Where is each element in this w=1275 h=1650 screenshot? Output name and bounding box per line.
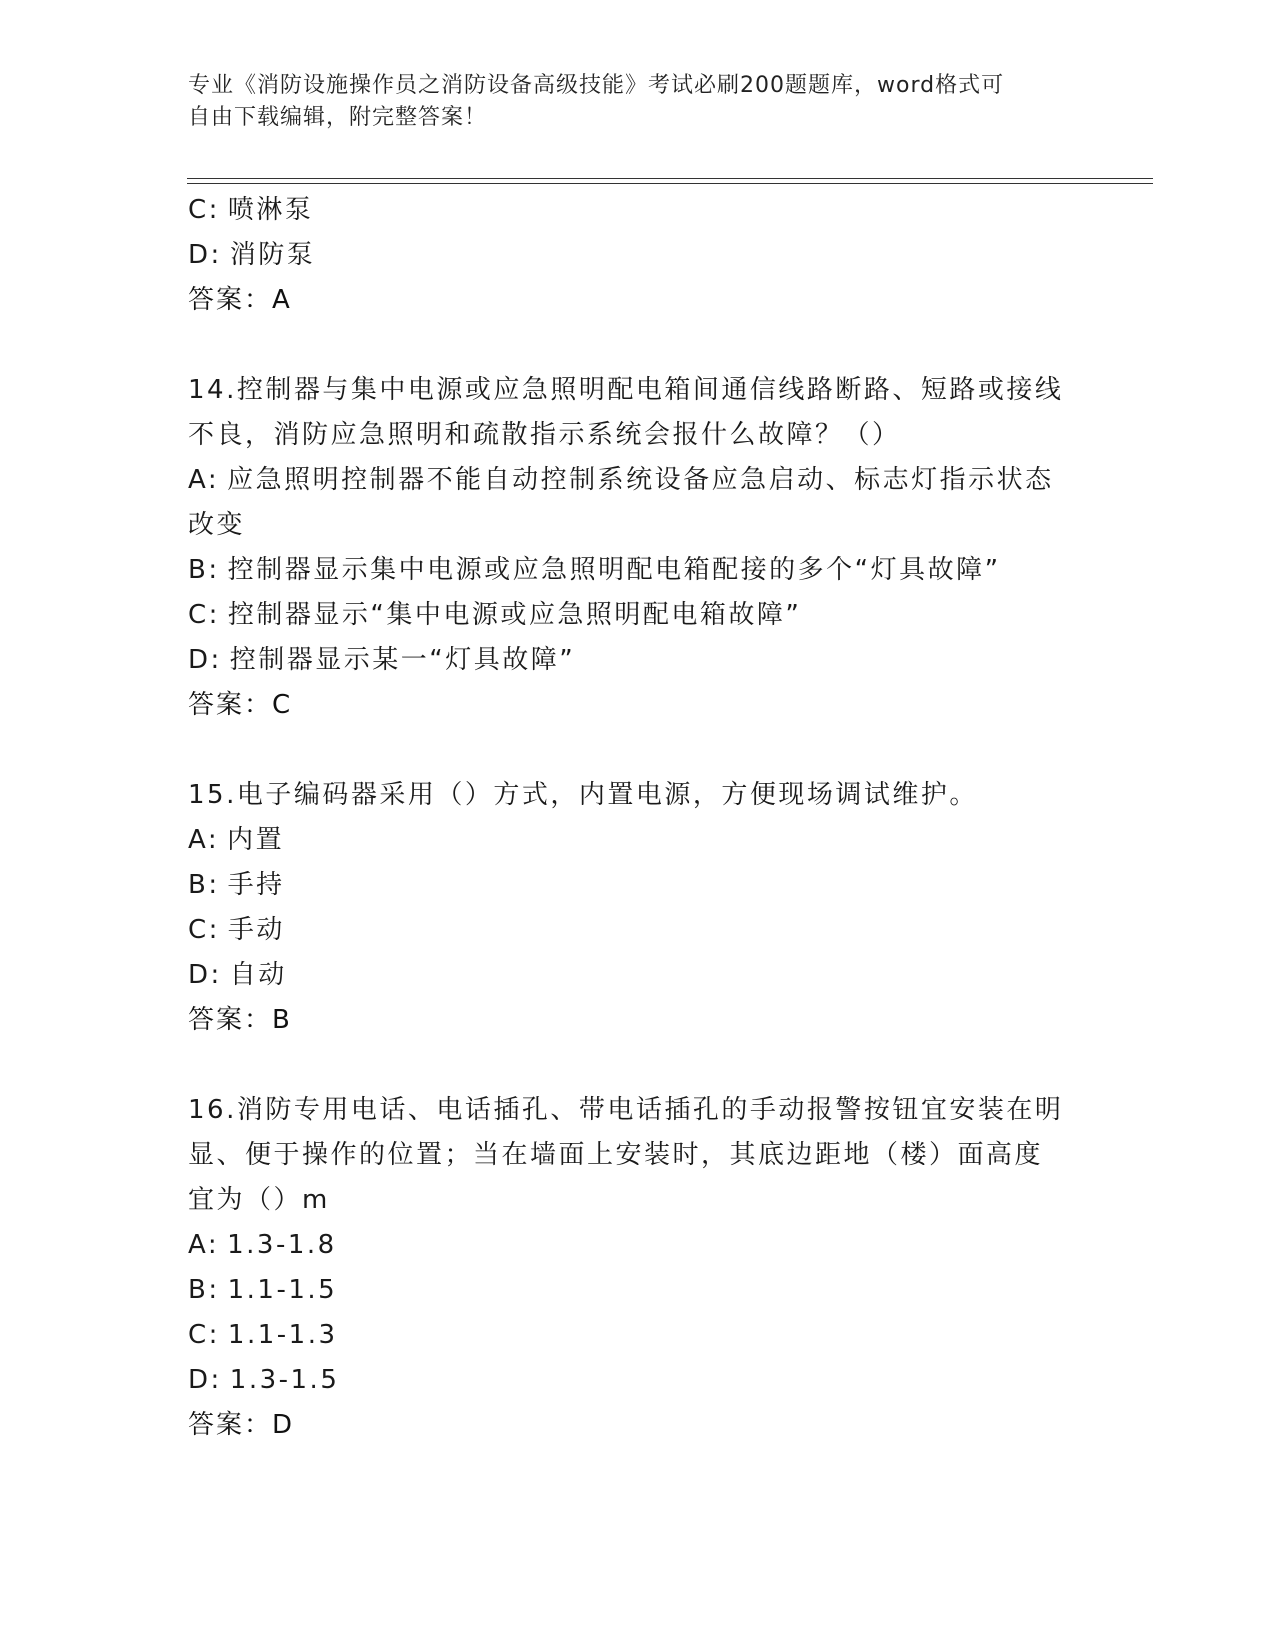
option-text: 控制器显示集中电源或应急照明配电箱配接的多个“灯具故障” bbox=[227, 555, 1001, 585]
option-a bbox=[188, 458, 1088, 503]
option-text: 1.1-1.5 bbox=[227, 1275, 338, 1305]
answer-line: 答案：C bbox=[188, 690, 293, 720]
option-text: 手动 bbox=[227, 915, 285, 945]
question-stem: 不良，消防应急照明和疏散指示系统会报什么故障？（） bbox=[188, 420, 901, 450]
option-key: C: bbox=[188, 600, 220, 630]
option-key: D: bbox=[188, 960, 222, 990]
option-text: 1.3-1.5 bbox=[229, 1365, 340, 1395]
option-key: D: bbox=[188, 240, 222, 270]
option-text: 手持 bbox=[227, 870, 285, 900]
option-d bbox=[188, 953, 1088, 998]
option-key: C: bbox=[188, 1320, 220, 1350]
answer-line: 答案：A bbox=[188, 285, 292, 315]
option-key: B: bbox=[188, 555, 220, 585]
header-divider-secondary bbox=[187, 183, 1153, 184]
option-text: 1.3-1.8 bbox=[227, 1230, 337, 1260]
option-b bbox=[188, 548, 1088, 593]
question-13 bbox=[188, 188, 1088, 323]
option-text: 喷淋泵 bbox=[227, 195, 314, 225]
option-c bbox=[188, 908, 1088, 953]
option-key: D: bbox=[188, 1365, 222, 1395]
option-key: C: bbox=[188, 915, 220, 945]
option-a bbox=[188, 1223, 1088, 1268]
option-text: 消防泵 bbox=[229, 240, 316, 270]
option-text: 改变 bbox=[188, 510, 246, 540]
option-a-continued bbox=[188, 503, 1088, 548]
option-key: B: bbox=[188, 870, 220, 900]
option-key: D: bbox=[188, 645, 222, 675]
option-key: C: bbox=[188, 195, 220, 225]
option-key: B: bbox=[188, 1275, 220, 1305]
question-stem: 宜为（）m bbox=[188, 1185, 330, 1215]
option-c bbox=[188, 593, 1088, 638]
option-key: A: bbox=[188, 825, 220, 855]
question-stem: 显、便于操作的位置；当在墙面上安装时，其底边距地（楼）面高度 bbox=[188, 1140, 1044, 1170]
option-text: 控制器显示某一“灯具故障” bbox=[229, 645, 576, 675]
answer-line: 答案：B bbox=[188, 1005, 292, 1035]
question-14 bbox=[188, 368, 1088, 728]
option-key: A: bbox=[188, 1230, 220, 1260]
option-text: 内置 bbox=[227, 825, 285, 855]
spacer bbox=[188, 323, 1088, 368]
question-content bbox=[188, 188, 1088, 1448]
option-text: 1.1-1.3 bbox=[227, 1320, 338, 1350]
question-15 bbox=[188, 773, 1088, 1043]
option-c bbox=[188, 188, 1088, 233]
spacer bbox=[188, 1043, 1088, 1088]
page-header bbox=[188, 70, 1088, 134]
option-b bbox=[188, 863, 1088, 908]
question-16 bbox=[188, 1088, 1088, 1448]
option-text: 自动 bbox=[229, 960, 287, 990]
option-d bbox=[188, 233, 1088, 278]
question-stem: 14.控制器与集中电源或应急照明配电箱间通信线路断路、短路或接线 bbox=[188, 375, 1064, 405]
question-stem: 16.消防专用电话、电话插孔、带电话插孔的手动报警按钮宜安装在明 bbox=[188, 1095, 1064, 1125]
question-stem: 15.电子编码器采用（）方式，内置电源，方便现场调试维护。 bbox=[188, 780, 978, 810]
header-title-line-2: 自由下载编辑，附完整答案！ bbox=[188, 105, 488, 130]
answer-line: 答案：D bbox=[188, 1410, 295, 1440]
option-key: A: bbox=[188, 465, 220, 495]
header-title-line-1: 专业《消防设施操作员之消防设备高级技能》考试必刷200题题库，word格式可 bbox=[188, 73, 1005, 98]
option-text: 控制器显示“集中电源或应急照明配电箱故障” bbox=[227, 600, 802, 630]
option-b bbox=[188, 1268, 1088, 1313]
option-d bbox=[188, 638, 1088, 683]
option-c bbox=[188, 1313, 1088, 1358]
option-a bbox=[188, 818, 1088, 863]
option-text: 应急照明控制器不能自动控制系统设备应急启动、标志灯指示状态 bbox=[227, 465, 1054, 495]
option-d bbox=[188, 1358, 1088, 1403]
header-divider bbox=[187, 178, 1153, 179]
spacer bbox=[188, 728, 1088, 773]
